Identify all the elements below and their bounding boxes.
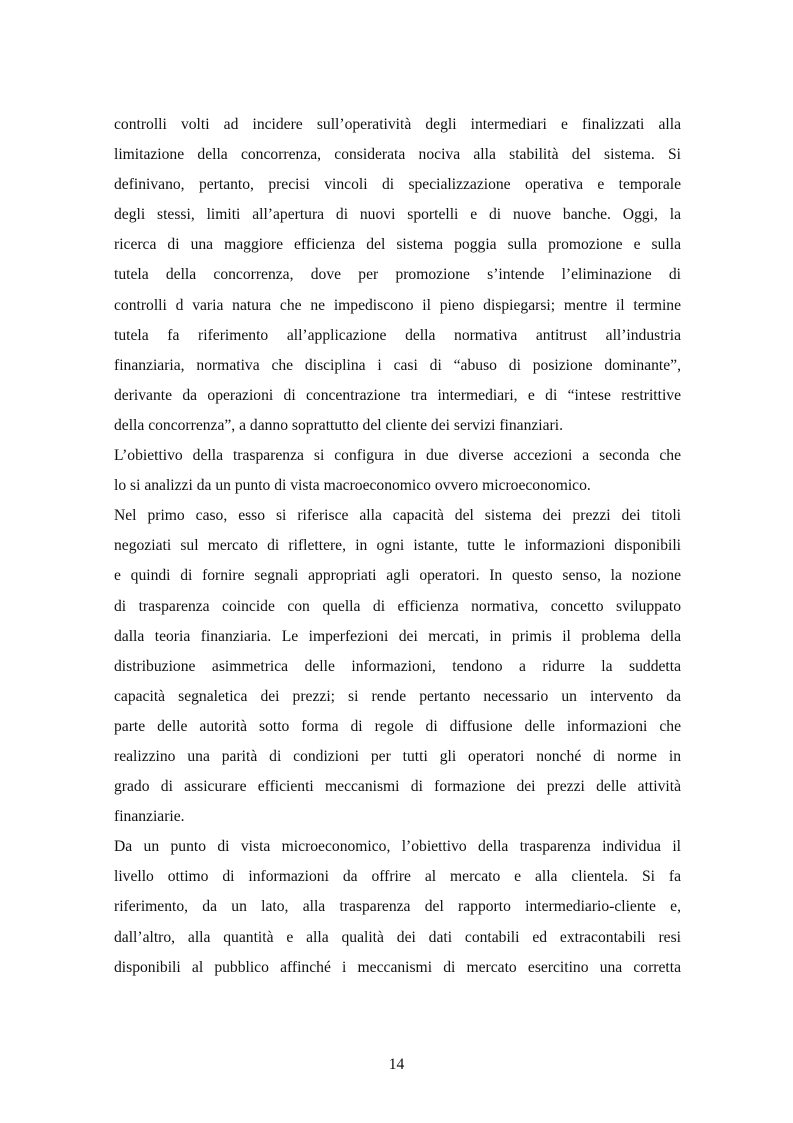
text-line: livello ottimo di informazioni da offrire al mercato e alla clientela. Si fa bbox=[114, 868, 681, 886]
text-line: limitazione della concorrenza, considerata nociva alla stabilità del sistema. Si bbox=[114, 146, 681, 164]
text-line: definivano, pertanto, precisi vincoli di specializzazione operativa e temporale bbox=[114, 176, 681, 194]
text-line: e quindi di fornire segnali appropriati agli operatori. In questo senso, la nozione bbox=[114, 567, 681, 585]
text-line: capacità segnaletica dei prezzi; si rende pertanto necessario un intervento da bbox=[114, 687, 681, 705]
text-line: Nel primo caso, esso si riferisce alla capacità del sistema dei prezzi dei titoli bbox=[114, 507, 681, 525]
text-line: degli stessi, limiti all’apertura di nuovi sportelli e di nuove banche. Oggi, la bbox=[114, 206, 681, 224]
text-line: distribuzione asimmetrica delle informazioni, tendono a ridurre la suddetta bbox=[114, 657, 681, 675]
text-line: tutela fa riferimento all’applicazione della normativa antitrust all’industria bbox=[114, 326, 681, 344]
text-line: riferimento, da un lato, alla trasparenza del rapporto intermediario-cliente e, bbox=[114, 898, 681, 916]
text-line: finanziaria, normativa che disciplina i casi di “abuso di posizione dominante”, bbox=[114, 356, 681, 374]
text-line: Da un punto di vista microeconomico, l’obiettivo della trasparenza individua il bbox=[114, 838, 681, 856]
text-line: controlli volti ad incidere sull’operatività degli intermediari e finalizzati alla bbox=[114, 116, 681, 133]
text-line: disponibili al pubblico affinché i meccanismi di mercato esercitino una corretta bbox=[114, 958, 681, 976]
text-line: L’obiettivo della trasparenza si configura in due diverse accezioni a seconda che bbox=[114, 447, 681, 465]
text-line: tutela della concorrenza, dove per promozione s’intende l’eliminazione di bbox=[114, 266, 681, 284]
text-line: negoziati sul mercato di riflettere, in ogni istante, tutte le informazioni disponibili bbox=[114, 537, 681, 555]
text-line: dall’altro, alla quantità e alla qualità dei dati contabili ed extracontabili resi bbox=[114, 928, 681, 946]
text-line: ricerca di una maggiore efficienza del sistema poggia sulla promozione e sulla bbox=[114, 236, 681, 254]
text-line: parte delle autorità sotto forma di regole di diffusione delle informazioni che bbox=[114, 717, 681, 735]
text-line: derivante da operazioni di concentrazione tra intermediari, e di “intese restrittive bbox=[114, 386, 681, 404]
text-line: della concorrenza”, a danno soprattutto del cliente dei servizi finanziari. bbox=[114, 416, 563, 434]
text-line: finanziarie. bbox=[114, 808, 185, 826]
text-line: grado di assicurare efficienti meccanismi di formazione dei prezzi delle attività bbox=[114, 778, 681, 796]
text-line: controlli d varia natura che ne impediscono il pieno dispiegarsi; mentre il termine bbox=[114, 296, 681, 314]
text-line: di trasparenza coincide con quella di efficienza normativa, concetto sviluppato bbox=[114, 597, 681, 615]
text-line: dalla teoria finanziaria. Le imperfezioni dei mercati, in primis il problema della bbox=[114, 627, 681, 645]
body-text bbox=[114, 110, 681, 983]
text-line: lo si analizzi da un punto di vista macroeconomico ovvero microeconomico. bbox=[114, 477, 591, 495]
page-number: 14 bbox=[388, 1056, 405, 1073]
text-line: realizzino una parità di condizioni per tutti gli operatori nonché di norme in bbox=[114, 747, 681, 765]
